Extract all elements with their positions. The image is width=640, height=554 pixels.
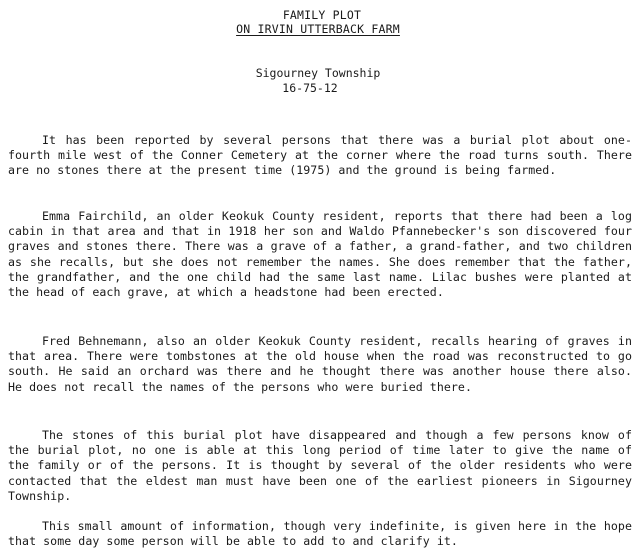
document-subtitle-text: ON IRVIN UTTERBACK FARM [236, 22, 400, 36]
paragraph-1: It has been reported by several persons that there was a burial plot about one-fourth mile west of the Conner Cemetery at the corner where the road turns south. There are no stones there at the present time (1975) and the ground is being farmed. [8, 133, 632, 178]
township-name: Sigourney Township [255, 66, 381, 80]
paragraph-3: Fred Behnemann, also an older Keokuk County resident, recalls hearing of graves in that area. There were tombstones at the old house when the road was reconstructed to go south. He said an orchard was there and he thought there was another house there also. He does not recall the names of the persons who were buried there. [8, 334, 632, 394]
paragraph-4: The stones of this burial plot have disappeared and though a few persons know of the burial plot, no one is able at this long period of time later to give the name of the family or of the persons. It is thought by several of the older residents who were contacted that the eldest man must have been one of the earliest pioneers in Sigourney Township. [8, 428, 632, 503]
document-title: FAMILY PLOT [282, 8, 362, 22]
township-code: 16-75-12 [282, 81, 338, 95]
paragraph-5: This small amount of information, though very indefinite, is given here in the hope that some day some person will be able to add to and clarify it. [8, 519, 632, 549]
document-subtitle [0, 22, 638, 36]
paragraph-2: Emma Fairchild, an older Keokuk County resident, reports that there had been a log cabin in that area and that in 1918 her son and Waldo Pfannebecker's son discovered four graves and stones there. There was a grave of a father, a grand-father, and two children as she recalls, but she does not remember the names. She does remember that the father, the grandfather, and the one child had the same last name. Lilac bushes were planted at the head of each grave, at which a headstone had been erected. [8, 209, 632, 300]
